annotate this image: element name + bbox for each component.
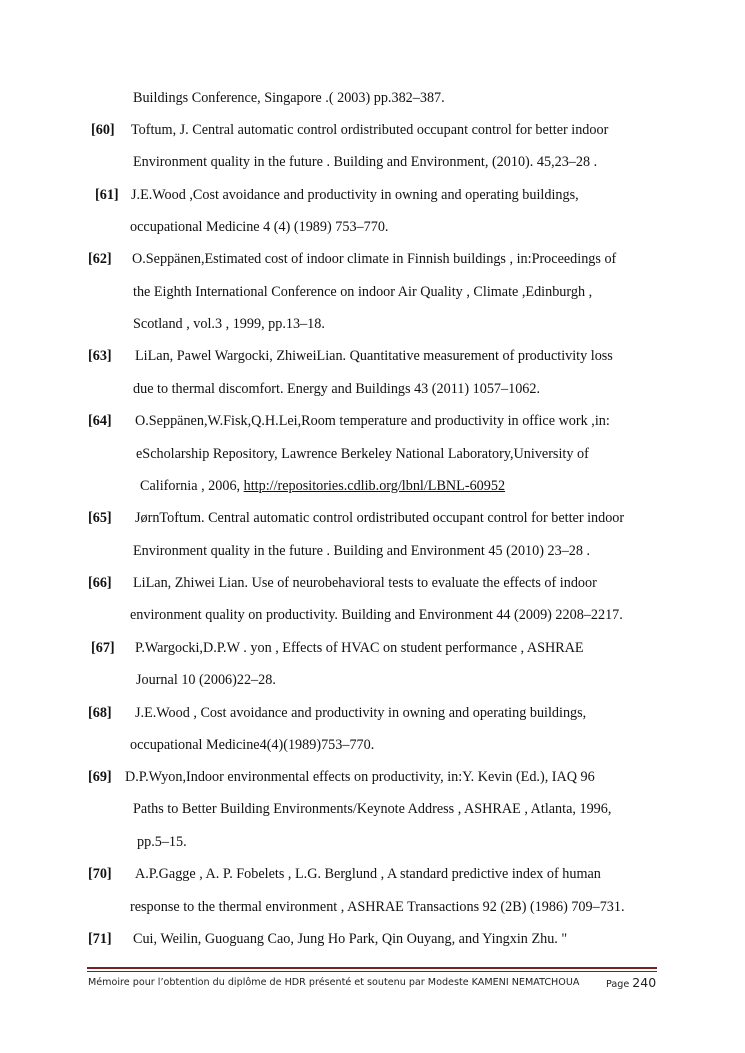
reference-line: Environment quality in the future . Building and Environment 45 (2010) 23–28 . (133, 543, 591, 559)
reference-number: [60] (91, 122, 115, 138)
reference-line: J.E.Wood , Cost avoidance and productivity in owning and operating buildings, (135, 705, 587, 721)
reference-number: [65] (88, 510, 112, 526)
reference-line: environment quality on productivity. Building and Environment 44 (2009) 2208–2217. (130, 607, 623, 623)
reference-line: California , 2006, http://repositories.cdlib.org/lbnl/LBNL-60952 (140, 478, 506, 494)
reference-line: Journal 10 (2006)22–28. (136, 672, 276, 688)
reference-number: [69] (88, 769, 112, 785)
reference-line: O.Seppänen,Estimated cost of indoor climate in Finnish buildings , in:Proceedings of (132, 251, 617, 267)
reference-line: Toftum, J. Central automatic control ordistributed occupant control for better indoor (131, 122, 609, 138)
reference-number: [61] (95, 187, 119, 203)
reference-line: Environment quality in the future . Building and Environment, (2010). 45,23–28 . (133, 154, 598, 170)
footer-text: Mémoire pour l’obtention du diplôme de HDR présenté et soutenu par Modeste KAMENI NEMATCHOUA (88, 977, 580, 988)
reference-number: [68] (88, 705, 112, 721)
reference-number: [71] (88, 931, 112, 947)
reference-number: [62] (88, 251, 112, 267)
reference-line: Paths to Better Building Environments/Keynote Address , ASHRAE , Atlanta, 1996, (133, 801, 612, 817)
reference-line: response to the thermal environment , ASHRAE Transactions 92 (2B) (1986) 709–731. (130, 899, 625, 915)
reference-number: [70] (88, 866, 112, 882)
reference-line: due to thermal discomfort. Energy and Buildings 43 (2011) 1057–1062. (133, 381, 541, 397)
reference-line: the Eighth International Conference on indoor Air Quality , Climate ,Edinburgh , (133, 284, 593, 300)
reference-line: Scotland , vol.3 , 1999, pp.13–18. (133, 316, 325, 332)
reference-line: eScholarship Repository, Lawrence Berkeley National Laboratory,University of (136, 446, 589, 462)
reference-line: P.Wargocki,D.P.W . yon , Effects of HVAC on student performance , ASHRAE (135, 640, 584, 656)
reference-line: occupational Medicine4(4)(1989)753–770. (130, 737, 375, 753)
reference-line: D.P.Wyon,Indoor environmental effects on productivity, in:Y. Kevin (Ed.), IAQ 96 (125, 769, 595, 785)
reference-url-link[interactable]: http://repositories.cdlib.org/lbnl/LBNL-60952 (243, 478, 506, 494)
reference-line: LiLan, Zhiwei Lian. Use of neurobehavioral tests to evaluate the effects of indoor (133, 575, 597, 591)
reference-number: [67] (91, 640, 115, 656)
reference-line: Cui, Weilin, Guoguang Cao, Jung Ho Park, Qin Ouyang, and Yingxin Zhu. " (133, 931, 568, 947)
reference-line: pp.5–15. (137, 834, 187, 850)
reference-line: O.Seppänen,W.Fisk,Q.H.Lei,Room temperature and productivity in office work ,in: (135, 413, 610, 429)
page-number: Page 240 (606, 975, 657, 990)
reference-line: J.E.Wood ,Cost avoidance and productivity in owning and operating buildings, (131, 187, 579, 203)
reference-line: LiLan, Pawel Wargocki, ZhiweiLian. Quantitative measurement of productivity loss (135, 348, 613, 364)
footer-divider (87, 967, 657, 969)
reference-number: [64] (88, 413, 112, 429)
reference-line: JørnToftum. Central automatic control ordistributed occupant control for better indoor (135, 510, 625, 526)
reference-line: A.P.Gagge , A. P. Fobelets , L.G. Berglund , A standard predictive index of human (135, 866, 601, 882)
footer-divider (87, 971, 657, 972)
reference-line: Buildings Conference, Singapore .( 2003) pp.382–387. (133, 90, 445, 106)
reference-number: [66] (88, 575, 112, 591)
reference-line: occupational Medicine 4 (4) (1989) 753–770. (130, 219, 389, 235)
reference-number: [63] (88, 348, 112, 364)
